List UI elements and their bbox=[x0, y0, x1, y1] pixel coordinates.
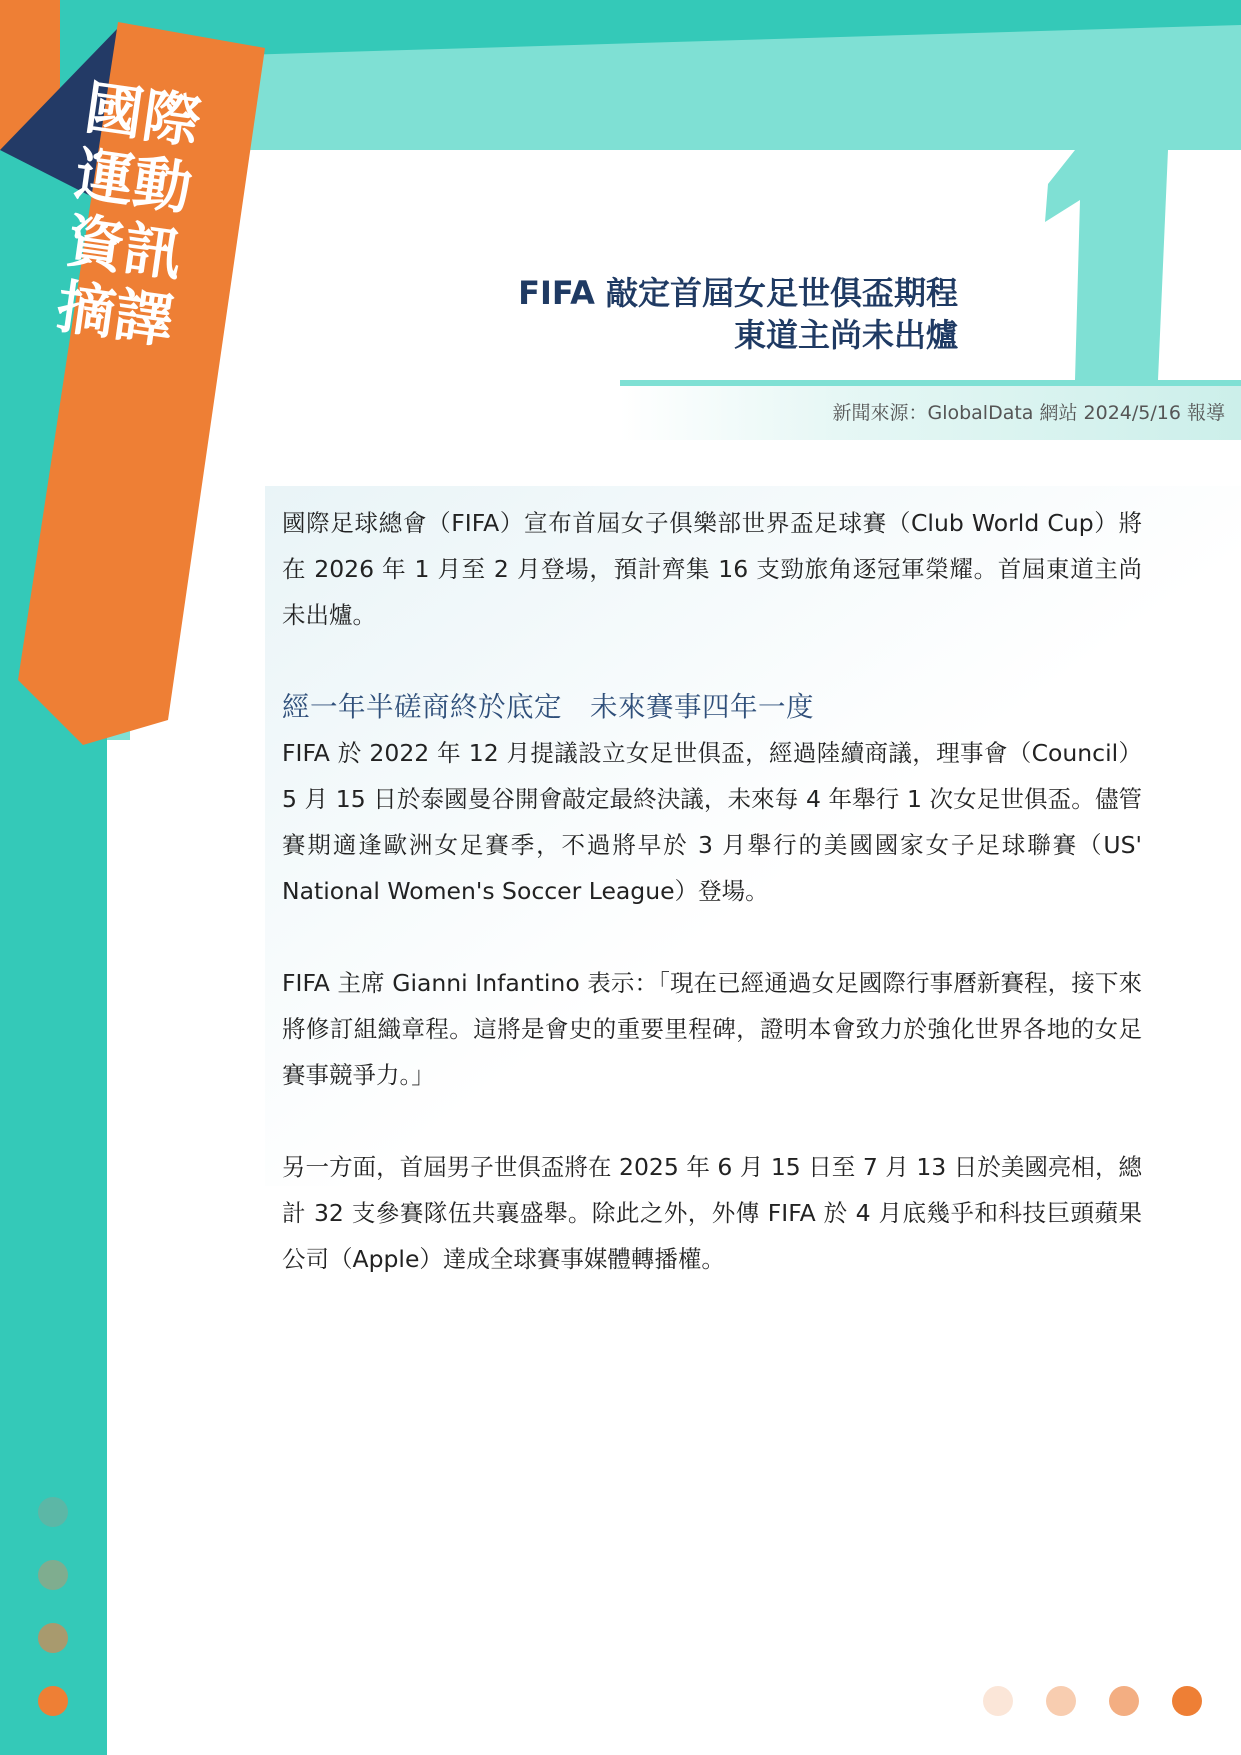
bottom-dot-1 bbox=[983, 1686, 1013, 1716]
section-title: 國際運動資訊摘譯 bbox=[52, 73, 206, 356]
bottom-dot-3 bbox=[1109, 1686, 1139, 1716]
subheading: 經一年半磋商終於底定 未來賽事四年一度 bbox=[282, 691, 814, 723]
news-source: 新聞來源：GlobalData 網站 2024/5/16 報導 bbox=[832, 402, 1225, 424]
title-underline bbox=[620, 380, 1241, 386]
left-dot-4 bbox=[38, 1686, 68, 1716]
bottom-dot-2 bbox=[1046, 1686, 1076, 1716]
left-dot-2 bbox=[38, 1560, 68, 1590]
paragraph-quote: FIFA 主席 Gianni Infantino 表示：「現在已經通過女足國際行事曆新賽程，接下來將修訂組織章程。這將是會史的重要里程碑，證明本會致力於強化世界各地的女足賽事競爭力。」 bbox=[282, 969, 1142, 1089]
paragraph-schedule: FIFA 於 2022 年 12 月提議設立女足世俱盃，經過陸續商議，理事會（Council）5 月 15 日於泰國曼谷開會敲定最終決議，未來每 4 年舉行 1 次女足世俱盃。儘管賽期適逢歐洲女足賽季，不過將早於 3 月舉行的美國國家女子足球聯賽（US' National Women's Soccer League）登場。 bbox=[282, 739, 1142, 905]
paragraph-men-cup: 另一方面，首屆男子世俱盃將在 2025 年 6 月 15 日至 7 月 13 日於美國亮相，總計 32 支參賽隊伍共襄盛舉。除此之外，外傳 FIFA 於 4 月底幾乎和科技巨頭蘋果公司（Apple）達成全球賽事媒體轉播權。 bbox=[282, 1153, 1142, 1273]
bottom-dot-4 bbox=[1172, 1686, 1202, 1716]
article-title-line2: 東道主尚未出爐 bbox=[733, 316, 958, 354]
article-title-line1: FIFA 敲定首屆女足世俱盃期程 bbox=[518, 274, 958, 312]
left-dot-1 bbox=[38, 1497, 68, 1527]
article-title bbox=[358, 272, 958, 356]
article-body bbox=[282, 500, 1142, 1328]
paragraph-intro: 國際足球總會（FIFA）宣布首屆女子俱樂部世界盃足球賽（Club World Cup）將在 2026 年 1 月至 2 月登場，預計齊集 16 支勁旅角逐冠軍榮耀。首屆東道主尚未出爐。 bbox=[282, 509, 1142, 629]
left-dot-3 bbox=[38, 1623, 68, 1653]
